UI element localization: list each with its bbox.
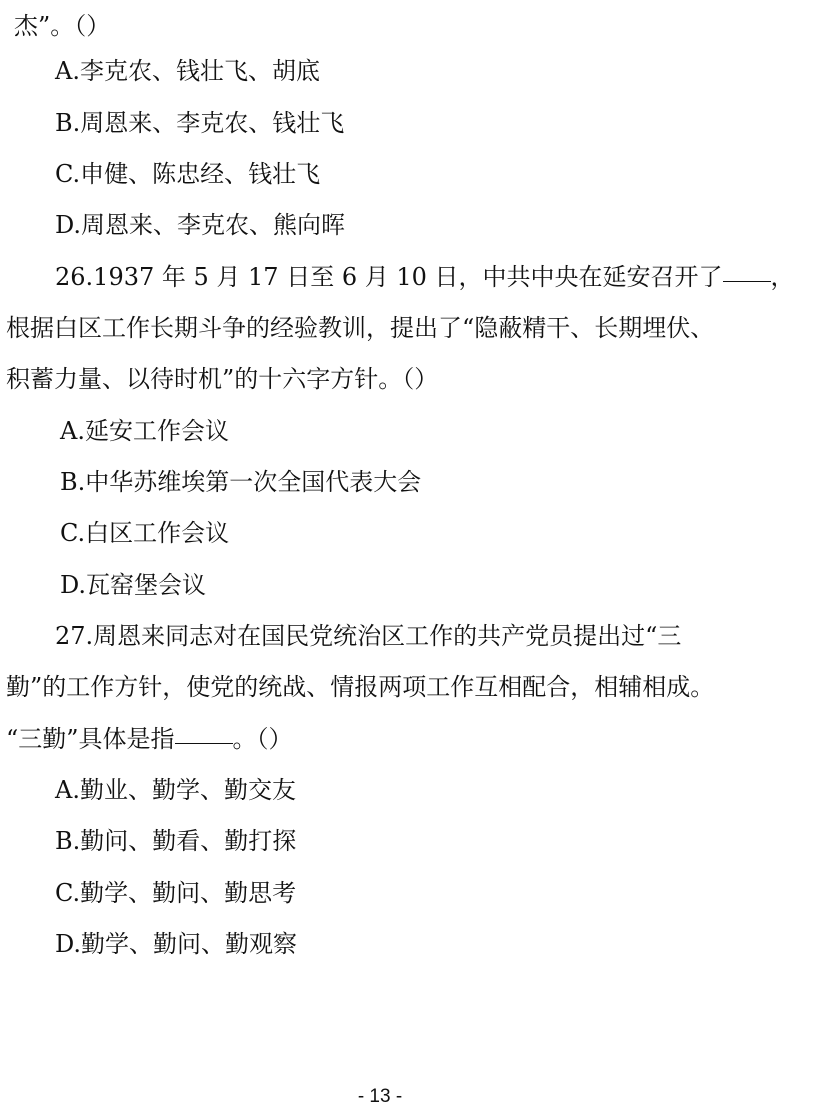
q27-option-a: A.勤业、勤学、勤交友: [55, 776, 296, 804]
q26-option-c: C.白区工作会议: [60, 519, 230, 547]
q26-stem-comma: ，: [770, 263, 795, 291]
q27-line-1: 27.周恩来同志对在国民党统治区工作的共产党员提出过“三: [55, 622, 682, 650]
q27-stem-start: “三勤”具体是指: [6, 725, 175, 753]
q26-line-3: 积蓄力量、以待时机”的十六字方针。（）: [6, 365, 439, 393]
q25-option-d: D.周恩来、李克农、熊向晖: [55, 211, 346, 239]
q27-option-c: C.勤学、勤问、勤思考: [55, 879, 297, 907]
q27-stem-end: 。（）: [232, 725, 293, 753]
q26-option-b: B.中华苏维埃第一次全国代表大会: [60, 468, 422, 496]
q27-option-b: B.勤问、勤看、勤打探: [55, 827, 297, 855]
q26-line-2: 根据白区工作长期斗争的经验教训，提出了“隐蔽精干、长期埋伏、: [6, 314, 715, 342]
q26-answer-blank: [723, 251, 771, 282]
q25-option-a: A.李克农、钱壮飞、胡底: [55, 57, 320, 85]
q25-option-b: B.周恩来、李克农、钱壮飞: [55, 109, 345, 137]
q25-continuation: 杰”。（）: [14, 12, 111, 40]
q25-option-c: C.申健、陈忠经、钱壮飞: [55, 160, 321, 188]
q26-option-d: D.瓦窑堡会议: [60, 571, 207, 599]
q27-answer-blank: [175, 713, 233, 744]
q27-option-d: D.勤学、勤问、勤观察: [55, 930, 298, 958]
q27-line-2: 勤”的工作方针，使党的统战、情报两项工作互相配合，相辅相成。: [6, 673, 715, 701]
q27-line-3: [0, 713, 766, 765]
q26-option-a: A.延安工作会议: [60, 417, 229, 445]
q26-line-1: [0, 251, 815, 303]
page-number: - 13 -: [357, 1086, 403, 1107]
q26-stem-start: 26.1937 年 5 月 17 日至 6 月 10 日，中共中央在延安召开了: [55, 263, 723, 291]
